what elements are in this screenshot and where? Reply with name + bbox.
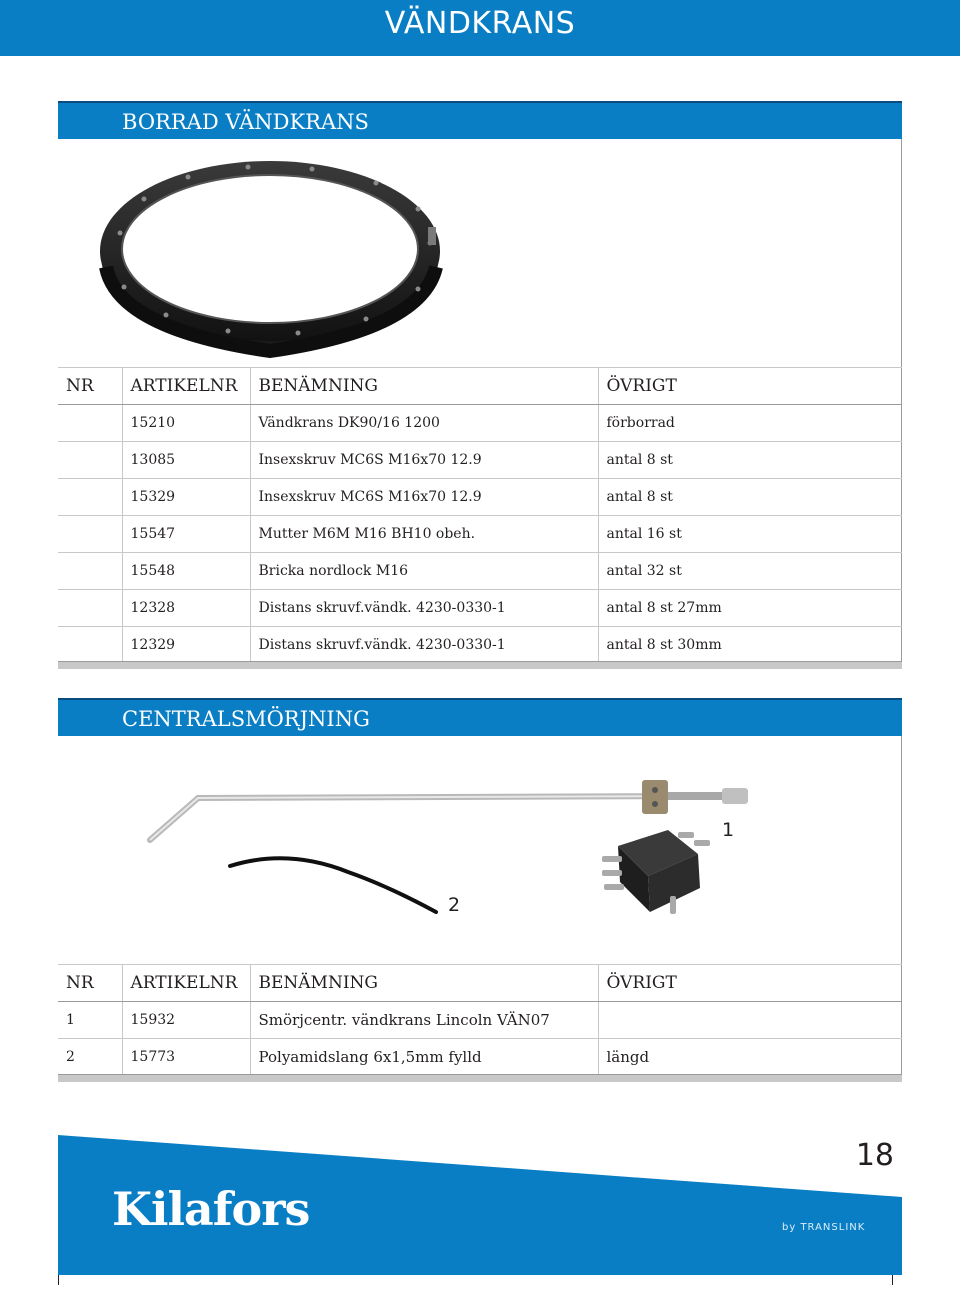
- cell-nr: 2: [58, 1039, 122, 1076]
- table-row: [58, 1039, 902, 1076]
- column-header-artikelnr: ARTIKELNR: [122, 368, 250, 405]
- callout-2: 2: [448, 894, 461, 916]
- section-borrad-vandkrans: [58, 101, 902, 669]
- cell-artikelnr: 12329: [122, 627, 250, 664]
- cell-ovrigt: antal 8 st 27mm: [598, 590, 902, 627]
- cell-ovrigt: antal 8 st: [598, 479, 902, 516]
- cell-artikelnr: 15210: [122, 405, 250, 442]
- table-row: [58, 1002, 902, 1039]
- slewing-ring-photo: [58, 139, 902, 367]
- column-header-nr: NR: [58, 368, 122, 405]
- column-header-benamning: BENÄMNING: [250, 965, 598, 1002]
- cell-ovrigt: antal 8 st 30mm: [598, 627, 902, 664]
- page-number: 18: [855, 1138, 894, 1173]
- cell-ovrigt: antal 16 st: [598, 516, 902, 553]
- table-row: [58, 442, 902, 479]
- cell-ovrigt: förborrad: [598, 405, 902, 442]
- section-header: [58, 698, 902, 736]
- section-title: CENTRALSMÖRJNING: [122, 707, 370, 731]
- table-row: [58, 405, 902, 442]
- cell-ovrigt: antal 32 st: [598, 553, 902, 590]
- kilafors-logo: Kilafors: [112, 1182, 310, 1236]
- top-banner: [0, 0, 960, 56]
- table-header-row: [58, 965, 902, 1002]
- cell-nr: [58, 553, 122, 590]
- table-header-row: [58, 368, 902, 405]
- cell-artikelnr: 15329: [122, 479, 250, 516]
- cell-benamning: Vändkrans DK90/16 1200: [250, 405, 598, 442]
- byline: by TRANSLINK: [782, 1222, 866, 1233]
- cell-ovrigt: [598, 1002, 902, 1039]
- cell-artikelnr: 15548: [122, 553, 250, 590]
- column-header-artikelnr: ARTIKELNR: [122, 965, 250, 1002]
- cell-benamning: Bricka nordlock M16: [250, 553, 598, 590]
- cell-nr: 1: [58, 1002, 122, 1039]
- cell-benamning: Mutter M6M M16 BH10 obeh.: [250, 516, 598, 553]
- cell-benamning: Insexskruv MC6S M16x70 12.9: [250, 479, 598, 516]
- column-header-ovrigt: ÖVRIGT: [598, 965, 902, 1002]
- cell-benamning: Polyamidslang 6x1,5mm fylld: [250, 1039, 598, 1076]
- parts-table-1: [58, 367, 902, 664]
- cell-nr: [58, 590, 122, 627]
- cell-benamning: Smörjcentr. vändkrans Lincoln VÄN07: [250, 1002, 598, 1039]
- cell-ovrigt: längd: [598, 1039, 902, 1076]
- cell-ovrigt: antal 8 st: [598, 442, 902, 479]
- cell-benamning: Insexskruv MC6S M16x70 12.9: [250, 442, 598, 479]
- crop-mark: [58, 1275, 59, 1285]
- table-row: [58, 479, 902, 516]
- cell-nr: [58, 479, 122, 516]
- section-title: BORRAD VÄNDKRANS: [122, 110, 369, 134]
- lubrication-kit-icon: [58, 736, 902, 964]
- cell-nr: [58, 442, 122, 479]
- cell-benamning: Distans skruvf.vändk. 4230-0330-1: [250, 627, 598, 664]
- cell-nr: [58, 516, 122, 553]
- cell-nr: [58, 405, 122, 442]
- cell-artikelnr: 15932: [122, 1002, 250, 1039]
- cell-benamning: Distans skruvf.vändk. 4230-0330-1: [250, 590, 598, 627]
- section-centralsmorjning: [58, 698, 902, 1082]
- slewing-ring-icon: [58, 139, 902, 367]
- column-header-nr: NR: [58, 965, 122, 1002]
- table-end-rule: [58, 661, 902, 669]
- table-row: [58, 516, 902, 553]
- table-end-rule: [58, 1074, 902, 1082]
- cell-artikelnr: 13085: [122, 442, 250, 479]
- cell-nr: [58, 627, 122, 664]
- parts-table-2: [58, 964, 902, 1076]
- table-row: [58, 553, 902, 590]
- column-header-ovrigt: ÖVRIGT: [598, 368, 902, 405]
- table-row: [58, 627, 902, 664]
- lubrication-kit-photo: [58, 736, 902, 964]
- crop-mark: [892, 1275, 893, 1285]
- cell-artikelnr: 15547: [122, 516, 250, 553]
- column-header-benamning: BENÄMNING: [250, 368, 598, 405]
- table-row: [58, 590, 902, 627]
- section-header: [58, 101, 902, 139]
- cell-artikelnr: 15773: [122, 1039, 250, 1076]
- callout-1: 1: [722, 819, 735, 841]
- cell-artikelnr: 12328: [122, 590, 250, 627]
- page-title: VÄNDKRANS: [384, 6, 576, 41]
